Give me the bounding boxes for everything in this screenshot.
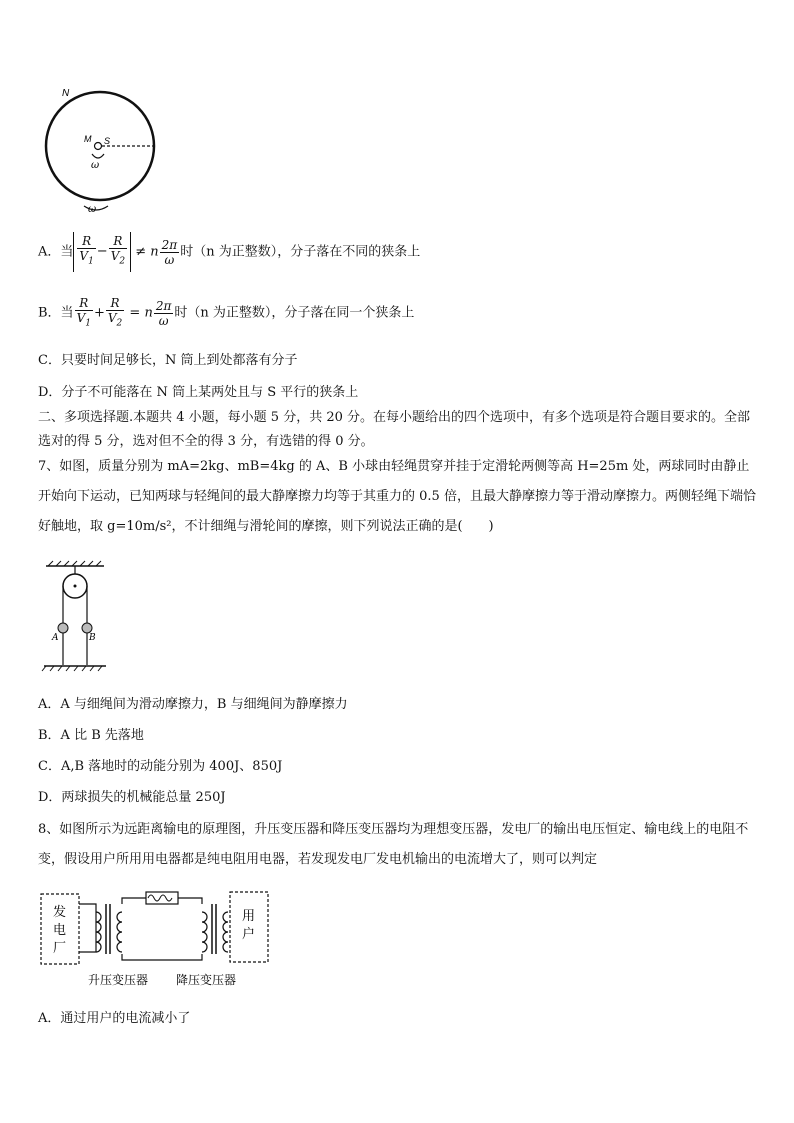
q6-a-v1-sub: 1 — [88, 256, 94, 267]
q6-b-eq: = — [129, 305, 141, 321]
figure-cylinder-diagram — [36, 80, 166, 220]
figure-power-transmission — [38, 884, 278, 994]
q6-a-neq: ≠ — [135, 244, 147, 260]
q6-option-a — [38, 232, 420, 272]
q6-b-omega: ω — [158, 313, 169, 328]
q6-b-n: n — [144, 305, 153, 321]
q6-b-2pi: 2π — [155, 298, 172, 313]
q7-option-c: C．A,B 落地时的动能分别为 400J、850J — [38, 759, 283, 774]
q6-a-suffix: 时（n 为正整数），分子落在不同的狭条上 — [180, 244, 421, 260]
plant-char-3: 厂 — [53, 941, 67, 956]
q7-stem: 7、如图，质量分别为 mA=2kg、mB=4kg 的 A、B 小球由轻绳贯穿并挂于定滑轮两侧等高 H=25m 处，两球同时由静止开始向下运动，已知两球与轻绳间的最大静摩擦力均等于其重力的 0.5 倍，且最大静摩擦力等于滑动摩擦力。两侧轻绳下端恰好触地，取 g=10m/s²，不计细绳与滑轮间的摩擦，则下列说法正确的是( ) — [38, 459, 756, 534]
plant-char-2: 电 — [53, 923, 67, 938]
q6-b-prefix: B．当 — [38, 305, 74, 321]
plant-char-1: 发 — [53, 905, 67, 920]
q6-option-c: C．只要时间足够长，N 筒上到处都落有分子 — [38, 353, 298, 368]
q6-a-minus: − — [96, 244, 108, 259]
q8-option-a: A．通过用户的电流减小了 — [38, 1011, 191, 1026]
q6-a-v2-sub: 2 — [119, 256, 126, 267]
fig-label-b: B — [89, 633, 96, 643]
q6-option-b — [38, 296, 414, 330]
q6-b-suffix: 时（n 为正整数），分子落在同一个狭条上 — [174, 305, 415, 321]
section2-instructions: 二、多项选择题.本题共 4 小题，每小题 5 分，共 20 分。在每小题给出的四个选项中，有多个选项是符合题目要求的。全部选对的得 5 分，选对但不全的得 3 分，有选错的得 0 分。 — [38, 410, 751, 449]
q6-b-r2: R — [106, 296, 124, 311]
q6-option-d: D．分子不可能落在 N 筒上某两处且与 S 平行的狭条上 — [38, 385, 359, 400]
q6-a-r1: R — [77, 234, 95, 249]
q6-b-v2-sub: 2 — [116, 318, 123, 329]
q6-b-v1-sub: 1 — [85, 318, 91, 329]
q6-a-prefix: A．当 — [38, 244, 74, 260]
label-M: M — [84, 134, 92, 144]
q6-a-v1: V — [79, 249, 89, 264]
user-label — [242, 909, 259, 942]
q6-a-r2: R — [109, 234, 127, 249]
q6-a-2pi: 2π — [161, 237, 178, 252]
omega-inner-label: ω — [91, 160, 100, 171]
q6-a-omega: ω — [164, 252, 175, 267]
step-up-label: 升压变压器 — [88, 973, 149, 987]
q7-option-d: D．两球损失的机械能总量 250J — [38, 790, 226, 805]
user-char-1: 用 — [242, 909, 256, 924]
q8-stem: 8、如图所示为远距离输电的原理图，升压变压器和降压变压器均为理想变压器，发电厂的输出电压恒定、输电线上的电阻不变，假设用户所用用电器都是纯电阻用电器，若发现发电厂发电机输出的电流增大了，则可以判定 — [38, 822, 749, 867]
label-S: S — [104, 136, 111, 146]
q6-b-plus: + — [93, 305, 105, 321]
plant-label — [53, 905, 70, 956]
q6-b-r1: R — [75, 296, 93, 311]
fig-label-a: A — [52, 633, 59, 643]
q6-a-v2: V — [110, 249, 120, 264]
q6-b-v2: V — [107, 311, 117, 325]
q6-b-v1: V — [76, 311, 86, 325]
step-down-label: 降压变压器 — [176, 973, 237, 987]
label-N: N — [62, 88, 70, 99]
omega-outer-label: ω — [88, 204, 97, 215]
q6-a-abs — [73, 232, 131, 272]
q7-option-a: A．A 与细绳间为滑动摩擦力，B 与细绳间为静摩擦力 — [38, 697, 348, 712]
q7-option-b: B．A 比 B 先落地 — [38, 728, 144, 743]
figure-pulley — [40, 560, 110, 675]
q6-a-n: n — [150, 244, 159, 260]
user-char-2: 户 — [242, 927, 256, 942]
